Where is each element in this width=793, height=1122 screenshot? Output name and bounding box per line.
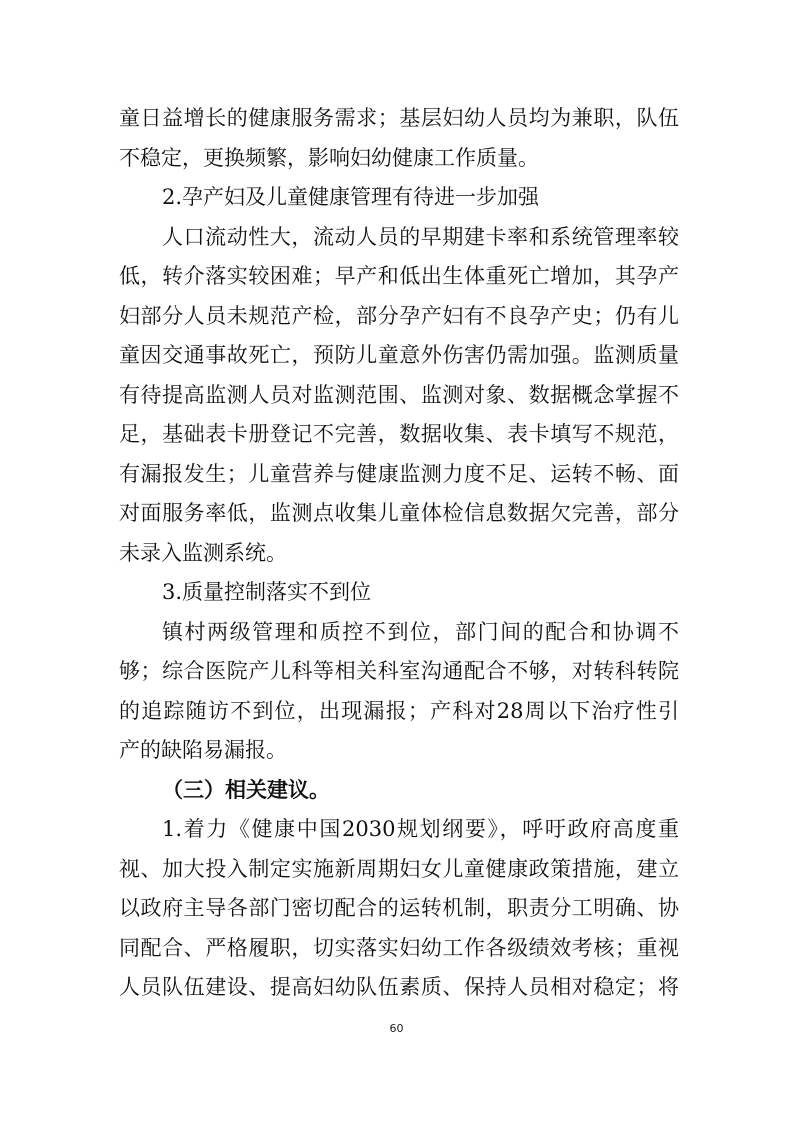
body-line: 未录入监测系统。: [119, 540, 287, 565]
section-subheading: 2.孕产妇及儿童健康管理有待进一步加强: [162, 185, 540, 209]
body-line: 产的缺陷易漏报。: [119, 738, 287, 762]
body-line: 够；综合医院产儿科等相关科室沟通配合不够，对转科转院: [119, 659, 679, 683]
body-line: 不稳定，更换频繁，影响妇幼健康工作质量。: [119, 145, 539, 170]
body-line: 童因交通事故死亡，预防儿童意外伤害仍需加强。监测质量: [119, 343, 679, 367]
body-line: 有待提高监测人员对监测范围、监测对象、数据概念掌握不: [119, 382, 679, 407]
section-heading: （三）相关建议。: [162, 776, 330, 802]
body-line: 人员队伍建设、提高妇幼队伍素质、保持人员相对稳定；将: [119, 975, 679, 999]
body-line: 1.着力《健康中国2030规划纲要》，呼吁政府高度重: [162, 817, 679, 841]
body-line: 人口流动性大，流动人员的早期建卡率和系统管理率较: [162, 224, 679, 249]
body-line: 童日益增长的健康服务需求；基层妇幼人员均为兼职，队伍: [119, 106, 679, 130]
body-line: 的追踪随访不到位，出现漏报；产科对28周以下治疗性引: [119, 698, 679, 723]
body-line: 镇村两级管理和质控不到位，部门间的配合和协调不: [162, 619, 679, 644]
section-subheading: 3.质量控制落实不到位: [162, 580, 372, 604]
body-line: 足，基础表卡册登记不完善，数据收集、表卡填写不规范，: [119, 422, 679, 446]
body-line: 对面服务率低，监测点收集儿童体检信息数据欠完善，部分: [119, 501, 679, 525]
page-number: 60: [389, 1021, 404, 1035]
body-line: 视、加大投入制定实施新周期妇女儿童健康政策措施，建立: [119, 856, 679, 881]
body-line: 低，转介落实较困难；早产和低出生体重死亡增加，其孕产: [119, 264, 679, 288]
body-line: 同配合、严格履职，切实落实妇幼工作各级绩效考核；重视: [119, 935, 679, 960]
body-line: 妇部分人员未规范产检，部分孕产妇有不良孕产史；仍有儿: [119, 303, 679, 328]
body-line: 以政府主导各部门密切配合的运转机制，职责分工明确、协: [119, 896, 679, 920]
body-line: 有漏报发生；儿童营养与健康监测力度不足、运转不畅、面: [119, 461, 679, 486]
